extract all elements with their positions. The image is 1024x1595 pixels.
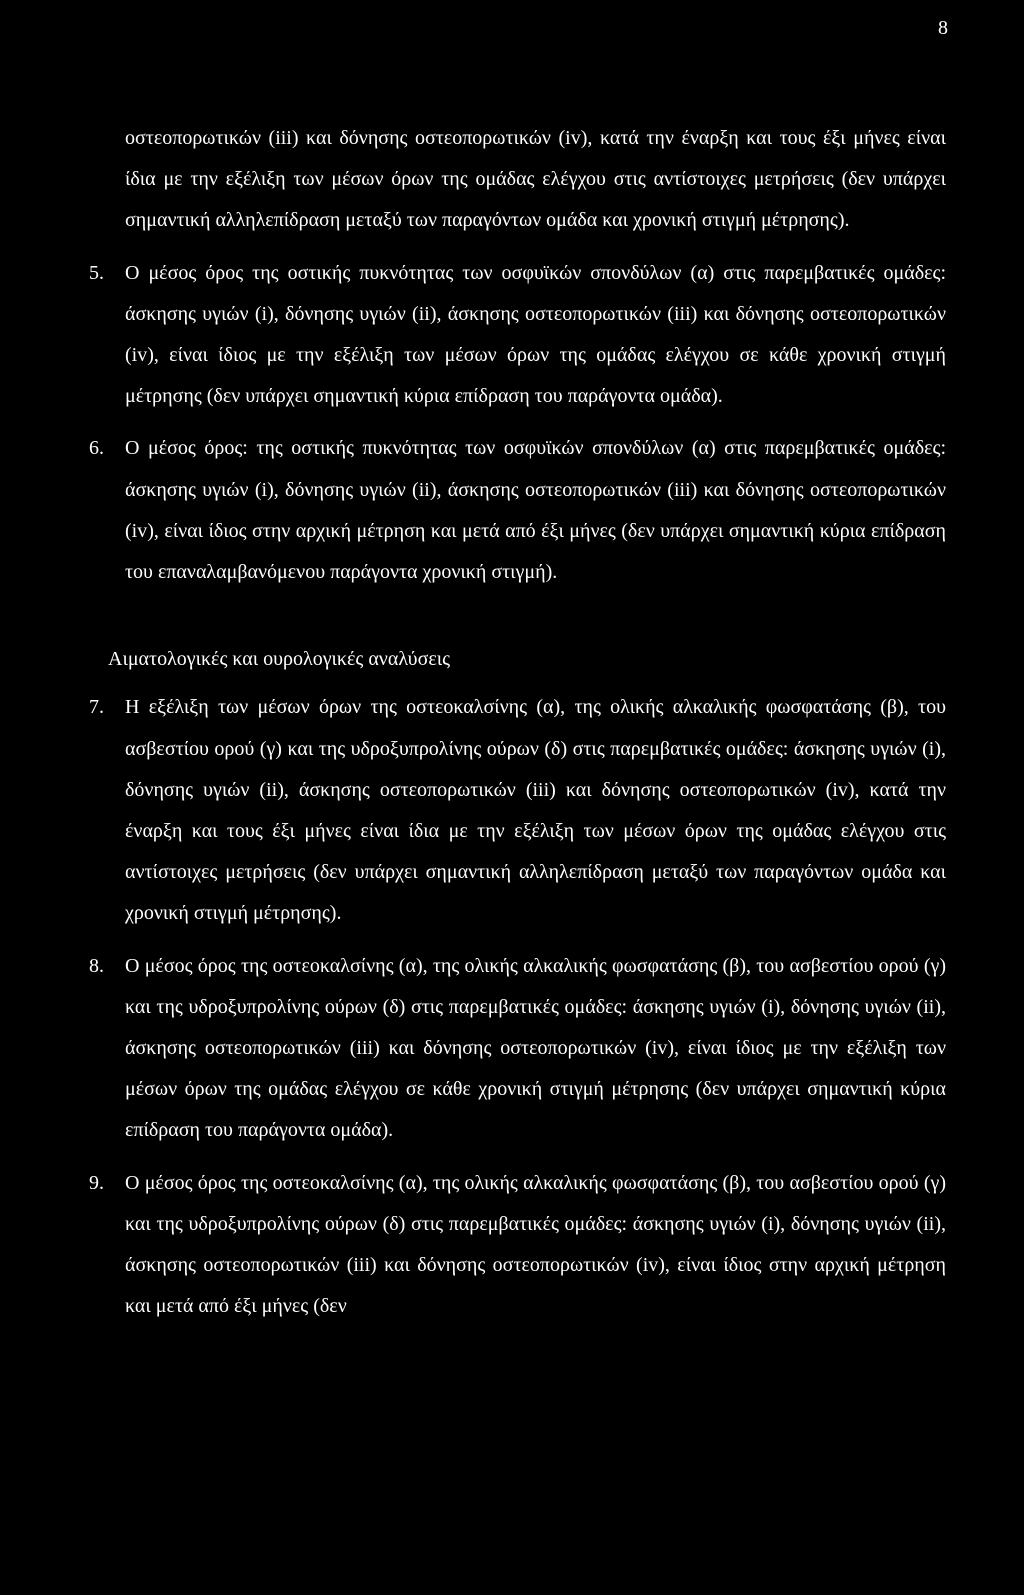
item-text: Ο μέσος όρος της οστικής πυκνότητας των οσφυϊκών σπονδύλων (α) στις παρεμβατικές ομάδες: άσκησης υγιών (i), δόνησης υγιών (ii), άσκησης οστεοπορωτικών (iii) και δόνησης οστεοπορωτικών (iv), είναι ίδιος με την εξέλιξη των μέσων όρων της ομάδας ελέγχου σε κάθε χρονική στιγμή μέτρησης (δεν υπάρχει σημαντική κύρια επίδραση του παράγοντα ομάδα). — [125, 261, 946, 408]
item-text: Η εξέλιξη των μέσων όρων της οστεοκαλσίνης (α), της ολικής αλκαλικής φωσφατάσης (β), του ασβεστίου ορού (γ) και της υδροξυπρολίνης ούρων (δ) στις παρεμβατικές ομάδες: άσκησης υγιών (i), δόνησης υγιών (ii), άσκησης οστεοπορωτικών (iii) και δόνησης οστεοπορωτικών (iv), κατά την έναρξη και τους έξι μήνες είναι ίδια με την εξέλιξη των μέσων όρων της ομάδας ελέγχου στις αντίστοιχες μετρήσεις (δεν υπάρχει σημαντική αλληλεπίδραση μεταξύ των παραγόντων ομάδα και χρονική στιγμή μέτρησης). — [125, 696, 946, 925]
item-text: Ο μέσος όρος της οστεοκαλσίνης (α), της ολικής αλκαλικής φωσφατάσης (β), του ασβεστίου ορού (γ) και της υδροξυπρολίνης ούρων (δ) στις παρεμβατικές ομάδες: άσκησης υγιών (i), δόνησης υγιών (ii), άσκησης οστεοπορωτικών (iii) και δόνησης οστεοπορωτικών (iv), είναι ίδιος στην αρχική μέτρηση και μετά από έξι μήνες (δεν — [125, 1171, 946, 1318]
item-number: 5. — [89, 261, 104, 284]
item-number: 7. — [89, 696, 104, 719]
item-text: Ο μέσος όρος της οστεοκαλσίνης (α), της ολικής αλκαλικής φωσφατάσης (β), του ασβεστίου ορού (γ) και της υδροξυπρολίνης ούρων (δ) στις παρεμβατικές ομάδες: άσκησης υγιών (i), δόνησης υγιών (ii), άσκησης οστεοπορωτικών (iii) και δόνησης οστεοπορωτικών (iv), είναι ίδιος με την εξέλιξη των μέσων όρων της ομάδας ελέγχου σε κάθε χρονική στιγμή μέτρησης (δεν υπάρχει σημαντική κύρια επίδραση του παράγοντα ομάδα). — [125, 954, 946, 1142]
list-item-9 — [89, 1163, 946, 1328]
continuation-paragraph: οστεοπορωτικών (iii) και δόνησης οστεοπορωτικών (iv), κατά την έναρξη και τους έξι μήνες είναι ίδια με την εξέλιξη των μέσων όρων της ομάδας ελέγχου στις αντίστοιχες μετρήσεις (δεν υπάρχει σημαντική αλληλεπίδραση μεταξύ των παραγόντων ομάδα και χρονική στιγμή μέτρησης). — [125, 127, 946, 232]
list-item-7 — [89, 687, 946, 934]
item-text: Ο μέσος όρος: της οστικής πυκνότητας των οσφυϊκών σπονδύλων (α) στις παρεμβατικές ομάδες: άσκησης υγιών (i), δόνησης υγιών (ii), άσκησης οστεοπορωτικών (iii) και δόνησης οστεοπορωτικών (iv), είναι ίδιος στην αρχική μέτρηση και μετά από έξι μήνες (δεν υπάρχει σημαντική κύρια επίδραση του επαναλαμβανόμενου παράγοντα χρονική στιγμή). — [125, 437, 946, 584]
item-number: 8. — [89, 954, 104, 977]
item-number: 6. — [89, 437, 104, 460]
page-body — [0, 118, 1024, 1327]
section-heading: Αιματολογικές και ουρολογικές αναλύσεις — [108, 648, 451, 671]
list-item-6 — [89, 428, 946, 593]
list-item-5 — [89, 253, 946, 418]
list-item-8 — [89, 946, 946, 1152]
page-number: 8 — [938, 17, 948, 39]
item-number: 9. — [89, 1171, 104, 1194]
